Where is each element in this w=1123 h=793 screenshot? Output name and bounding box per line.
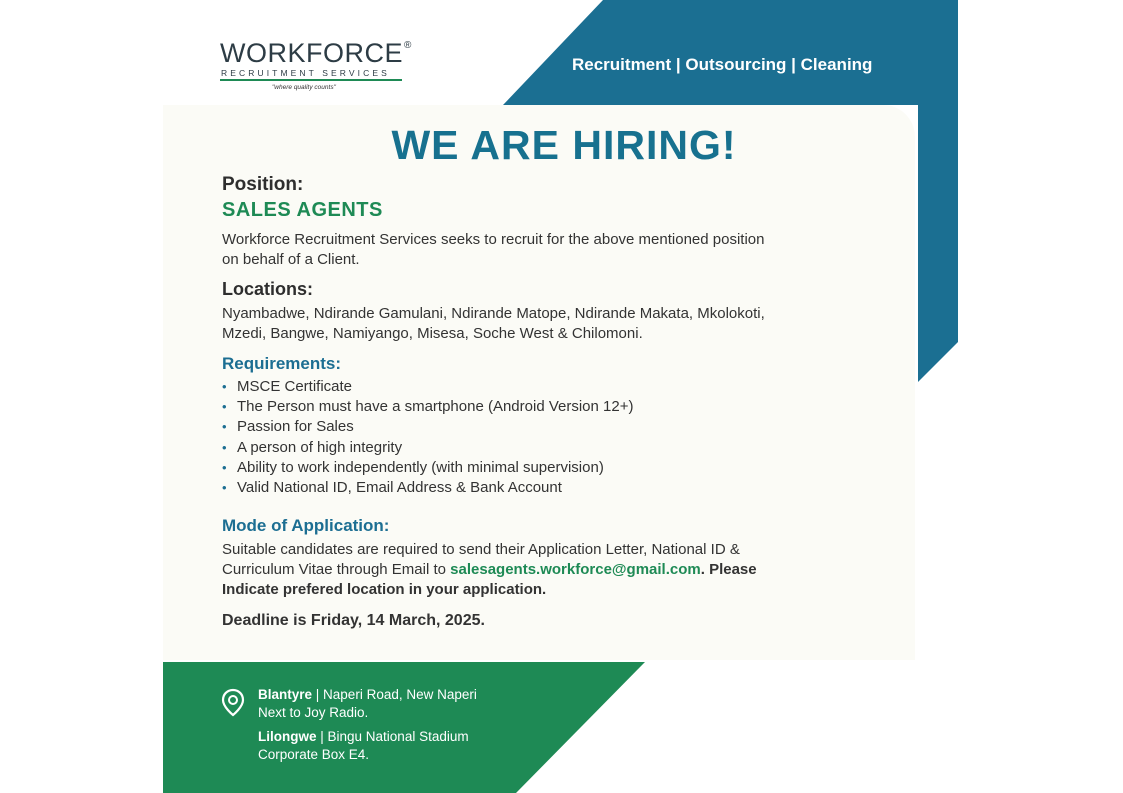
position-title: SALES AGENTS [222,199,383,221]
list-item: • Valid National ID, Email Address & Bank Account [222,478,562,496]
position-label: Position: [222,174,304,195]
list-item: • Ability to work independently (with minimal supervision) [222,458,604,476]
application-label: Mode of Application: [222,516,390,535]
list-item: • MSCE Certificate [222,378,353,395]
logo-wordmark: WORKFORCE® [220,38,412,68]
position-description-line1: Workforce Recruitment Services seeks to recruit for the above mentioned position [222,231,765,248]
list-item: • Passion for Sales [222,418,354,436]
services-banner: Recruitment | Outsourcing | Cleaning [572,55,873,74]
application-line1: Suitable candidates are required to send their Application Letter, National ID & [222,541,740,558]
list-item: • The Person must have a smartphone (Android Version 12+) [222,398,634,416]
location-pin-icon [220,688,246,718]
locations-line1: Nyambadwe, Ndirande Gamulani, Ndirande Matope, Ndirande Makata, Mkolokoti, [222,305,765,322]
locations-label: Locations: [222,279,314,299]
application-line2: Curriculum Vitae through Email to salesagents.workforce@gmail.com. Please [222,561,757,578]
position-description-line2: on behalf of a Client. [222,251,360,268]
hiring-headline: WE ARE HIRING! [391,122,737,168]
locations-line2: Mzedi, Bangwe, Namiyango, Misesa, Soche West & Chilomoni. [222,325,643,342]
application-deadline: Deadline is Friday, 14 March, 2025. [222,612,485,629]
requirements-list [222,377,633,498]
logo-subtitle: RECRUITMENT SERVICES [221,68,390,78]
logo-tagline: "where quality counts" [272,84,336,91]
list-item: • A person of high integrity [222,438,403,456]
footer-blantyre-address: Blantyre | Naperi Road, New Naperi Next to Joy Radio. [258,687,477,720]
application-line3: Indicate prefered location in your application. [222,581,547,598]
application-email-link[interactable]: salesagents.workforce@gmail.com [450,561,701,578]
logo-underline [220,79,402,81]
company-logo [220,38,420,98]
requirements-label: Requirements: [222,354,342,373]
footer-lilongwe-address: Lilongwe | Bingu National Stadium Corporate Box E4. [258,729,469,762]
